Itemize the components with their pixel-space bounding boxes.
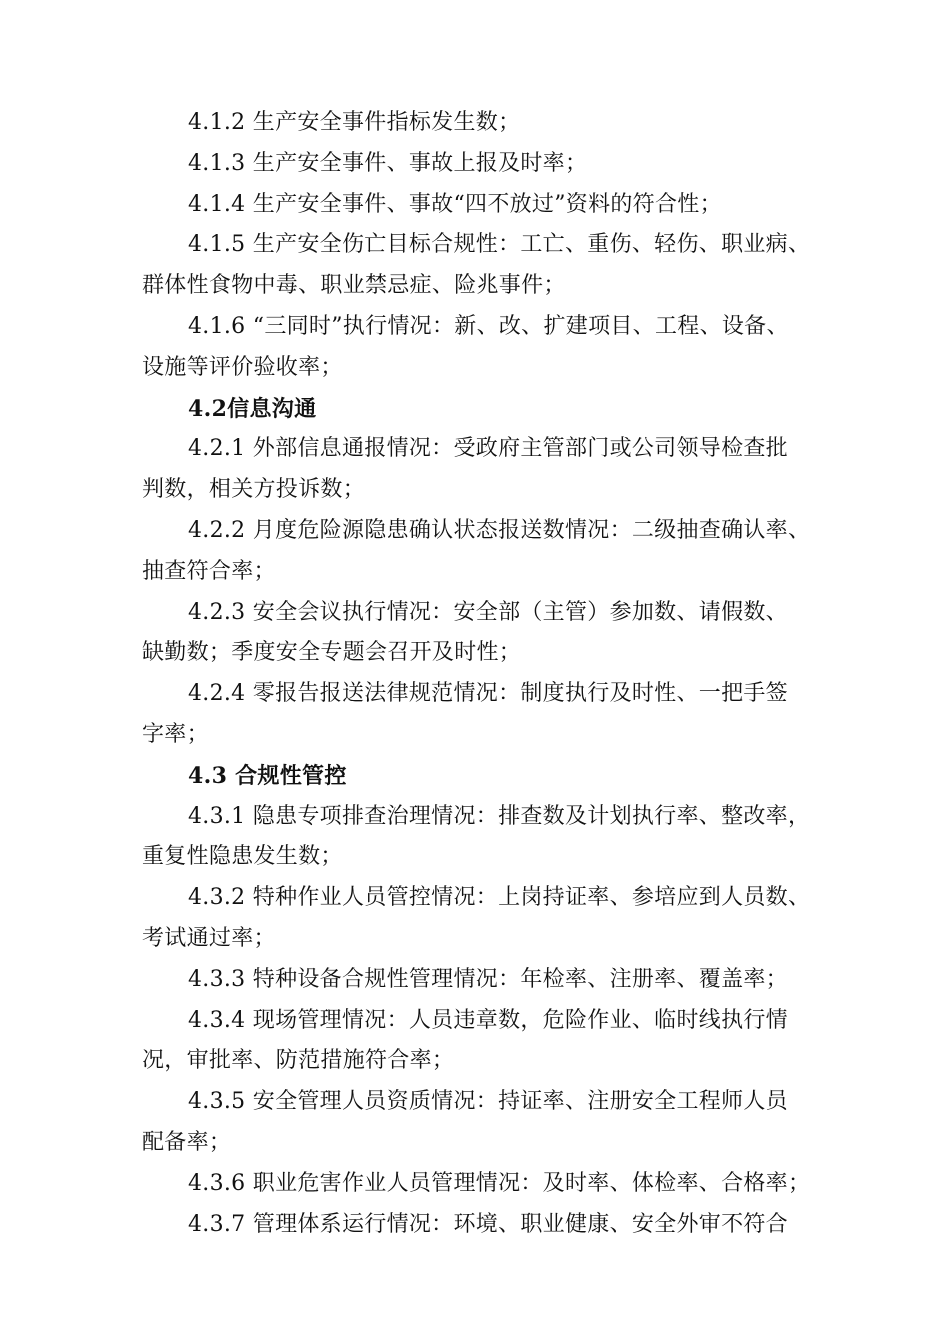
text-line: 4.1.5 生产安全伤亡目标合规性：工亡、重伤、轻伤、职业病、: [188, 232, 811, 258]
text-line: 配备率；: [142, 1129, 232, 1155]
text-line: 4.1.2 生产安全事件指标发生数；: [188, 110, 521, 135]
text-line: 抽查符合率；: [142, 558, 276, 584]
text-line: 设施等评价验收率；: [142, 354, 343, 380]
text-line: 4.1.6 “三同时”执行情况：新、改、扩建项目、工程、设备、: [188, 313, 789, 339]
text-line: 判数，相关方投诉数；: [142, 477, 366, 503]
text-line: 群体性食物中毒、职业禁忌症、险兆事件；: [142, 273, 566, 299]
text-line: 4.2.1 外部信息通报情况：受政府主管部门或公司领导检查批: [188, 436, 788, 462]
document-body: [142, 103, 842, 1245]
section-heading: 4.2信息沟通: [188, 395, 317, 422]
text-line: 字率；: [142, 721, 209, 747]
text-line: 重复性隐患发生数；: [142, 844, 343, 870]
text-line: 考试通过率；: [142, 925, 276, 951]
text-line: 4.3.6 职业危害作业人员管理情况：及时率、体检率、合格率；: [188, 1170, 811, 1196]
text-line: 4.1.4 生产安全事件、事故“四不放过”资料的符合性；: [188, 191, 722, 217]
text-line: 4.3.3 特种设备合规性管理情况：年检率、注册率、覆盖率；: [188, 966, 788, 992]
text-line: 4.3.1 隐患专项排查治理情况：排查数及计划执行率、整改率，: [188, 803, 811, 829]
text-line: 4.3.2 特种作业人员管控情况：上岗持证率、参培应到人员数、: [188, 885, 811, 911]
text-line: 缺勤数；季度安全专题会召开及时性；: [142, 640, 522, 666]
text-line: 4.2.2 月度危险源隐患确认状态报送数情况：二级抽查确认率、: [188, 517, 811, 543]
text-line: 4.3.4 现场管理情况：人员违章数，危险作业、临时线执行情: [188, 1007, 788, 1033]
text-line: 4.3.5 安全管理人员资质情况：持证率、注册安全工程师人员: [188, 1089, 788, 1115]
text-line: 况，审批率、防范措施符合率；: [142, 1048, 455, 1074]
text-line: 4.1.3 生产安全事件、事故上报及时率；: [188, 150, 588, 176]
section-heading: 4.3 合规性管控: [188, 762, 347, 789]
text-line: 4.2.4 零报告报送法律规范情况：制度执行及时性、一把手签: [188, 681, 788, 707]
text-line: 4.3.7 管理体系运行情况：环境、职业健康、安全外审不符合: [188, 1211, 788, 1237]
text-line: 4.2.3 安全会议执行情况：安全部（主管）参加数、请假数、: [188, 599, 788, 625]
